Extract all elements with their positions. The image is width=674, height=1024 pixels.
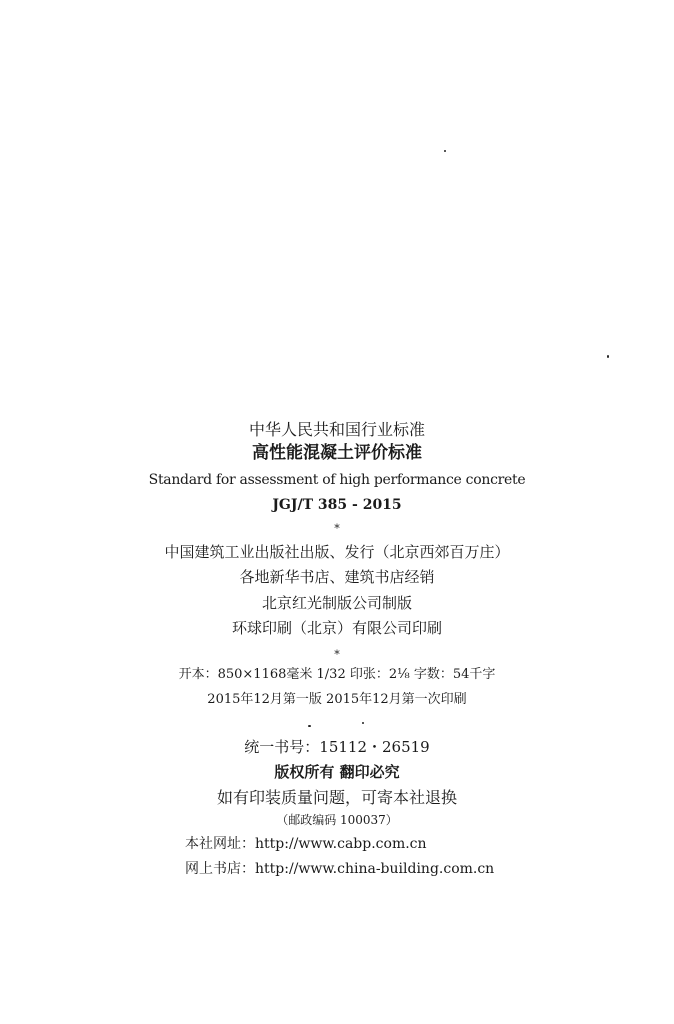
scan-speck bbox=[308, 725, 311, 727]
scan-speck bbox=[607, 355, 609, 358]
standard-category: 中华人民共和国行业标准 bbox=[248, 420, 425, 439]
separator-star: * bbox=[334, 648, 340, 661]
printer-line: 环球印刷（北京）有限公司印刷 bbox=[231, 619, 442, 637]
website-line: 本社网址：http://www.cabp.com.cn bbox=[185, 836, 427, 852]
standard-title-en: Standard for assessment of high performance concrete bbox=[148, 472, 526, 488]
postal-code-line: （邮政编码 100037） bbox=[276, 813, 398, 827]
online-store-line: 网上书店：http://www.china-building.com.cn bbox=[185, 861, 495, 877]
distributor-line: 各地新华书店、建筑书店经销 bbox=[239, 568, 435, 586]
edition-info-line: 2015年12月第一版 2015年12月第一次印刷 bbox=[207, 692, 467, 707]
standard-title-cn: 高性能混凝土评价标准 bbox=[252, 443, 422, 463]
format-info-line: 开本：850×1168毫米 1/32 印张：2⅛ 字数：54千字 bbox=[178, 667, 496, 682]
typesetter-line: 北京红光制版公司制版 bbox=[261, 594, 412, 612]
standard-code: JGJ/T 385 - 2015 bbox=[272, 497, 402, 513]
quality-notice-line: 如有印装质量问题，可寄本社退换 bbox=[216, 788, 457, 807]
scan-speck bbox=[444, 150, 446, 152]
copyright-line: 版权所有 翻印必究 bbox=[274, 763, 400, 781]
scan-speck bbox=[362, 722, 364, 724]
book-number-line: 统一书号：15112・26519 bbox=[244, 738, 430, 756]
separator-star: * bbox=[334, 522, 340, 535]
publisher-line: 中国建筑工业出版社出版、发行（北京西郊百万庄） bbox=[164, 543, 510, 561]
